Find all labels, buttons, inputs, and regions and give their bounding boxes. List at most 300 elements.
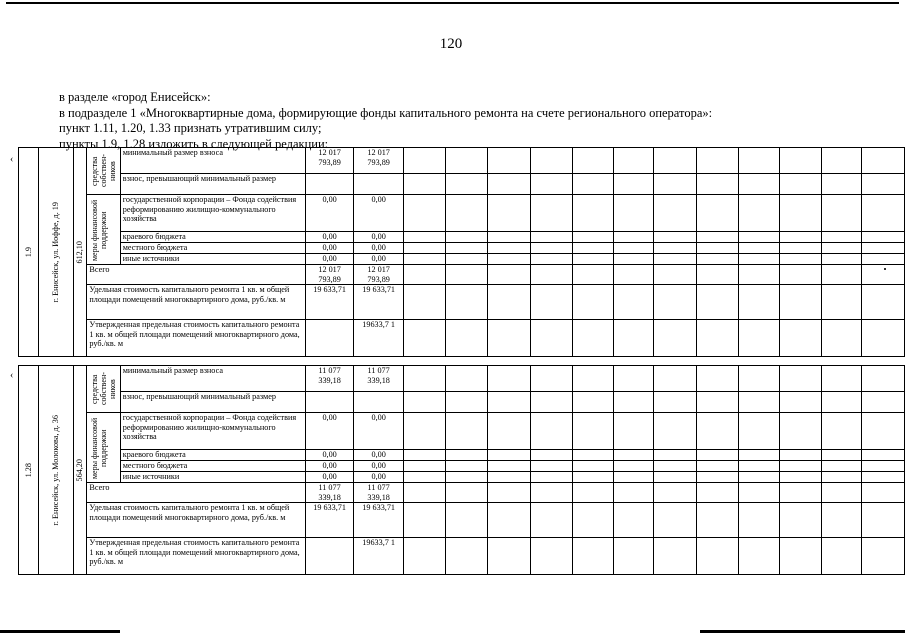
value-cell: 12 017 793,89 bbox=[354, 265, 403, 285]
empty-cell bbox=[488, 195, 530, 232]
empty-cell bbox=[573, 285, 614, 320]
empty-cell bbox=[446, 366, 488, 392]
value-cell: 0,00 bbox=[305, 195, 354, 232]
value-cell: 11 077 339,18 bbox=[305, 483, 354, 503]
empty-cell bbox=[738, 243, 779, 254]
empty-cell bbox=[488, 148, 530, 174]
table-row bbox=[19, 232, 905, 243]
empty-cell bbox=[862, 392, 905, 413]
empty-cell bbox=[738, 472, 779, 483]
value-cell: 19 633,71 bbox=[354, 503, 403, 538]
empty-cell bbox=[613, 413, 654, 450]
item-number-cell-text: 1.9 bbox=[23, 246, 33, 258]
empty-cell bbox=[654, 265, 696, 285]
empty-cell bbox=[446, 538, 488, 575]
value-cell bbox=[305, 538, 354, 575]
empty-cell bbox=[738, 195, 779, 232]
empty-cell bbox=[573, 148, 614, 174]
object-table bbox=[18, 365, 905, 575]
empty-cell bbox=[696, 320, 738, 357]
empty-cell bbox=[738, 483, 779, 503]
empty-cell bbox=[738, 174, 779, 195]
empty-cell bbox=[696, 538, 738, 575]
row-label-gk-fond: государственной корпорации – Фонда содействия реформированию жилищно-коммунального хозяйства bbox=[120, 195, 305, 232]
empty-cell bbox=[446, 392, 488, 413]
empty-cell bbox=[821, 195, 862, 232]
empty-cell bbox=[654, 413, 696, 450]
value-cell: 0,00 bbox=[354, 450, 403, 461]
empty-cell bbox=[738, 285, 779, 320]
empty-cell bbox=[696, 483, 738, 503]
empty-cell bbox=[403, 254, 445, 265]
value-cell: 0,00 bbox=[354, 254, 403, 265]
empty-cell bbox=[446, 483, 488, 503]
empty-cell bbox=[613, 243, 654, 254]
area-cell-text: 564,20 bbox=[75, 458, 85, 482]
empty-cell bbox=[779, 413, 821, 450]
empty-cell bbox=[862, 538, 905, 575]
empty-cell bbox=[530, 366, 572, 392]
owners-funds-cell bbox=[87, 366, 120, 413]
row-label-inye: иные источники bbox=[120, 254, 305, 265]
empty-cell bbox=[654, 450, 696, 461]
row-label-utverzhd: Утвержденная предельная стоимость капитального ремонта 1 кв. м общей площади помещений многоквартирного дома, руб./кв. м bbox=[87, 320, 305, 357]
row-label-utverzhd: Утвержденная предельная стоимость капитального ремонта 1 кв. м общей площади помещений многоквартирного дома, руб./кв. м bbox=[87, 538, 305, 575]
row-label-min-vznos: минимальный размер взноса bbox=[120, 366, 305, 392]
empty-cell bbox=[613, 254, 654, 265]
row-label-mestnogo: местного бюджета bbox=[120, 243, 305, 254]
empty-cell bbox=[403, 285, 445, 320]
empty-cell bbox=[696, 148, 738, 174]
empty-cell bbox=[613, 483, 654, 503]
empty-cell bbox=[696, 243, 738, 254]
empty-cell bbox=[862, 472, 905, 483]
empty-cell bbox=[696, 503, 738, 538]
empty-cell bbox=[530, 265, 572, 285]
empty-cell bbox=[573, 320, 614, 357]
empty-cell bbox=[573, 461, 614, 472]
empty-cell bbox=[862, 195, 905, 232]
row-label-vznos-prev: взнос, превышающий минимальный размер bbox=[120, 174, 305, 195]
empty-cell bbox=[613, 503, 654, 538]
empty-cell bbox=[862, 285, 905, 320]
value-cell: 19 633,71 bbox=[305, 285, 354, 320]
empty-cell bbox=[446, 195, 488, 232]
empty-cell bbox=[779, 483, 821, 503]
left-margin-mark: ‹ bbox=[10, 370, 14, 381]
value-cell: 0,00 bbox=[354, 413, 403, 450]
empty-cell bbox=[446, 413, 488, 450]
empty-cell bbox=[654, 392, 696, 413]
empty-cell bbox=[862, 148, 905, 174]
empty-cell bbox=[862, 483, 905, 503]
empty-cell bbox=[446, 461, 488, 472]
empty-cell bbox=[530, 538, 572, 575]
empty-cell bbox=[862, 254, 905, 265]
table-row bbox=[19, 285, 905, 320]
empty-cell bbox=[654, 243, 696, 254]
empty-cell bbox=[403, 472, 445, 483]
value-cell bbox=[354, 174, 403, 195]
empty-cell bbox=[779, 148, 821, 174]
empty-cell bbox=[446, 243, 488, 254]
table-row bbox=[19, 472, 905, 483]
empty-cell bbox=[821, 320, 862, 357]
empty-cell bbox=[573, 243, 614, 254]
empty-cell bbox=[403, 538, 445, 575]
empty-cell bbox=[446, 148, 488, 174]
empty-cell bbox=[862, 461, 905, 472]
empty-cell bbox=[654, 538, 696, 575]
empty-cell bbox=[403, 232, 445, 243]
empty-cell bbox=[862, 366, 905, 392]
empty-cell bbox=[403, 320, 445, 357]
empty-cell bbox=[696, 413, 738, 450]
empty-cell bbox=[738, 320, 779, 357]
empty-cell bbox=[613, 392, 654, 413]
empty-cell bbox=[403, 265, 445, 285]
empty-cell bbox=[403, 174, 445, 195]
empty-cell bbox=[446, 265, 488, 285]
owners-funds-cell-text: средства собствен-ников bbox=[89, 372, 117, 406]
empty-cell bbox=[403, 450, 445, 461]
empty-cell bbox=[779, 195, 821, 232]
empty-cell bbox=[573, 195, 614, 232]
area-cell-text: 612,10 bbox=[75, 240, 85, 264]
value-cell: 0,00 bbox=[354, 243, 403, 254]
empty-cell bbox=[821, 538, 862, 575]
empty-cell bbox=[488, 232, 530, 243]
empty-cell bbox=[573, 392, 614, 413]
empty-cell bbox=[488, 320, 530, 357]
empty-cell bbox=[779, 243, 821, 254]
empty-cell bbox=[403, 413, 445, 450]
empty-cell bbox=[862, 174, 905, 195]
value-cell bbox=[305, 174, 354, 195]
empty-cell bbox=[446, 254, 488, 265]
empty-cell bbox=[738, 538, 779, 575]
empty-cell bbox=[573, 413, 614, 450]
value-cell: 12 017 793,89 bbox=[305, 265, 354, 285]
owners-funds-cell bbox=[87, 148, 120, 195]
empty-cell bbox=[613, 461, 654, 472]
empty-cell bbox=[654, 503, 696, 538]
empty-cell bbox=[779, 174, 821, 195]
empty-cell bbox=[446, 285, 488, 320]
empty-cell bbox=[821, 254, 862, 265]
empty-cell bbox=[779, 285, 821, 320]
empty-cell bbox=[738, 392, 779, 413]
value-cell: 0,00 bbox=[354, 472, 403, 483]
empty-cell bbox=[738, 254, 779, 265]
row-label-vsego: Всего bbox=[87, 265, 305, 285]
empty-cell bbox=[573, 472, 614, 483]
item-number-cell-text: 1.28 bbox=[23, 462, 33, 478]
empty-cell bbox=[821, 413, 862, 450]
empty-cell bbox=[613, 265, 654, 285]
empty-cell bbox=[488, 472, 530, 483]
empty-cell bbox=[696, 285, 738, 320]
empty-cell bbox=[573, 265, 614, 285]
empty-cell bbox=[573, 366, 614, 392]
empty-cell bbox=[488, 285, 530, 320]
empty-cell bbox=[488, 503, 530, 538]
empty-cell bbox=[530, 503, 572, 538]
empty-cell bbox=[530, 254, 572, 265]
item-number-cell bbox=[19, 148, 39, 357]
empty-cell bbox=[488, 254, 530, 265]
value-cell: 11 077 339,18 bbox=[354, 366, 403, 392]
empty-cell bbox=[654, 232, 696, 243]
empty-cell bbox=[613, 148, 654, 174]
value-cell: 0,00 bbox=[305, 450, 354, 461]
empty-cell bbox=[821, 285, 862, 320]
empty-cell bbox=[446, 503, 488, 538]
value-cell: 12 017 793,89 bbox=[354, 148, 403, 174]
top-border-line bbox=[6, 2, 899, 4]
row-label-vsego: Всего bbox=[87, 483, 305, 503]
value-cell: 0,00 bbox=[305, 461, 354, 472]
table-row bbox=[19, 265, 905, 285]
empty-cell bbox=[862, 320, 905, 357]
table-row bbox=[19, 392, 905, 413]
intro-line-invalidate: пункт 1.11, 1.20, 1.33 признать утратившим силу; bbox=[59, 121, 322, 135]
empty-cell bbox=[488, 392, 530, 413]
intro-text bbox=[59, 90, 819, 152]
left-margin-mark: ‹ bbox=[10, 154, 14, 165]
empty-cell bbox=[573, 503, 614, 538]
value-cell: 11 077 339,18 bbox=[354, 483, 403, 503]
owners-funds-cell-text: средства собствен-ников bbox=[89, 154, 117, 188]
empty-cell bbox=[488, 450, 530, 461]
empty-cell bbox=[446, 320, 488, 357]
empty-cell bbox=[779, 461, 821, 472]
empty-cell bbox=[821, 174, 862, 195]
empty-cell bbox=[488, 174, 530, 195]
intro-line-edit: пункты 1.9, 1.28 изложить в следующей редакции: bbox=[59, 136, 329, 151]
table-row bbox=[19, 538, 905, 575]
support-measures-cell bbox=[87, 413, 120, 483]
empty-cell bbox=[862, 232, 905, 243]
empty-cell bbox=[779, 254, 821, 265]
value-cell: 0,00 bbox=[305, 232, 354, 243]
empty-cell bbox=[654, 483, 696, 503]
empty-cell bbox=[573, 483, 614, 503]
area-cell bbox=[73, 366, 87, 575]
value-cell: 11 077 339,18 bbox=[305, 366, 354, 392]
empty-cell bbox=[654, 254, 696, 265]
table-row bbox=[19, 254, 905, 265]
value-cell: 19633,7 1 bbox=[354, 320, 403, 357]
row-label-mestnogo: местного бюджета bbox=[120, 461, 305, 472]
bottom-border-line bbox=[0, 630, 120, 633]
row-label-udelnaya: Удельная стоимость капитального ремонта 1 кв. м общей площади помещений многоквартирного дома, руб./кв. м bbox=[87, 503, 305, 538]
empty-cell bbox=[530, 174, 572, 195]
table-row bbox=[19, 243, 905, 254]
empty-cell bbox=[488, 538, 530, 575]
empty-cell bbox=[613, 366, 654, 392]
table-row bbox=[19, 413, 905, 450]
empty-cell bbox=[530, 243, 572, 254]
value-cell: 19633,7 1 bbox=[354, 538, 403, 575]
empty-cell bbox=[779, 538, 821, 575]
empty-cell bbox=[654, 472, 696, 483]
empty-cell bbox=[613, 472, 654, 483]
row-label-min-vznos: минимальный размер взноса bbox=[120, 148, 305, 174]
empty-cell bbox=[779, 265, 821, 285]
empty-cell bbox=[821, 461, 862, 472]
table-row bbox=[19, 148, 905, 174]
value-cell: 0,00 bbox=[354, 461, 403, 472]
empty-cell bbox=[654, 195, 696, 232]
empty-cell bbox=[613, 174, 654, 195]
empty-cell bbox=[613, 538, 654, 575]
empty-cell bbox=[403, 392, 445, 413]
empty-cell bbox=[821, 472, 862, 483]
empty-cell bbox=[821, 232, 862, 243]
empty-cell bbox=[821, 483, 862, 503]
empty-cell bbox=[403, 148, 445, 174]
empty-cell bbox=[488, 413, 530, 450]
row-label-kraevoy: краевого бюджета bbox=[120, 232, 305, 243]
empty-cell bbox=[403, 366, 445, 392]
empty-cell bbox=[821, 392, 862, 413]
empty-cell bbox=[573, 232, 614, 243]
row-label-gk-fond: государственной корпорации – Фонда содействия реформированию жилищно-коммунального хозяйства bbox=[120, 413, 305, 450]
row-label-udelnaya: Удельная стоимость капитального ремонта 1 кв. м общей площади помещений многоквартирного дома, руб./кв. м bbox=[87, 285, 305, 320]
empty-cell bbox=[821, 503, 862, 538]
empty-cell bbox=[654, 366, 696, 392]
empty-cell bbox=[613, 285, 654, 320]
address-cell bbox=[39, 366, 73, 575]
empty-cell bbox=[696, 195, 738, 232]
empty-cell bbox=[530, 483, 572, 503]
empty-cell bbox=[403, 461, 445, 472]
empty-cell bbox=[738, 413, 779, 450]
table-row bbox=[19, 320, 905, 357]
empty-cell bbox=[613, 320, 654, 357]
empty-cell bbox=[573, 254, 614, 265]
empty-cell bbox=[530, 320, 572, 357]
empty-cell bbox=[821, 148, 862, 174]
value-cell: 0,00 bbox=[354, 195, 403, 232]
empty-cell bbox=[654, 461, 696, 472]
empty-cell bbox=[738, 366, 779, 392]
empty-cell bbox=[530, 392, 572, 413]
value-cell bbox=[354, 392, 403, 413]
table-row bbox=[19, 366, 905, 392]
empty-cell bbox=[446, 174, 488, 195]
empty-cell bbox=[821, 366, 862, 392]
empty-cell bbox=[738, 461, 779, 472]
empty-cell bbox=[862, 503, 905, 538]
empty-cell bbox=[779, 232, 821, 243]
empty-cell bbox=[696, 392, 738, 413]
intro-line-subsection: в подразделе 1 «Многоквартирные дома, формирующие фонды капитального ремонта на счете регионального оператора»: bbox=[59, 105, 713, 120]
empty-cell bbox=[530, 148, 572, 174]
empty-cell bbox=[738, 450, 779, 461]
empty-cell bbox=[573, 174, 614, 195]
empty-cell bbox=[530, 285, 572, 320]
object-table bbox=[18, 147, 905, 357]
empty-cell bbox=[696, 265, 738, 285]
value-cell: 19 633,71 bbox=[305, 503, 354, 538]
empty-cell bbox=[696, 461, 738, 472]
empty-cell bbox=[821, 243, 862, 254]
value-cell: 0,00 bbox=[354, 232, 403, 243]
empty-cell bbox=[738, 265, 779, 285]
table-row bbox=[19, 174, 905, 195]
empty-cell bbox=[530, 450, 572, 461]
empty-cell bbox=[696, 366, 738, 392]
empty-cell bbox=[403, 195, 445, 232]
empty-cell bbox=[779, 472, 821, 483]
table-row bbox=[19, 195, 905, 232]
bottom-border-line-right bbox=[700, 630, 905, 633]
value-cell: 0,00 bbox=[305, 243, 354, 254]
empty-cell bbox=[573, 538, 614, 575]
value-cell bbox=[305, 392, 354, 413]
row-label-inye: иные источники bbox=[120, 472, 305, 483]
empty-cell bbox=[862, 413, 905, 450]
empty-cell bbox=[403, 483, 445, 503]
empty-cell bbox=[488, 366, 530, 392]
empty-cell bbox=[654, 174, 696, 195]
empty-cell bbox=[403, 243, 445, 254]
table-row bbox=[19, 450, 905, 461]
row-label-vznos-prev: взнос, превышающий минимальный размер bbox=[120, 392, 305, 413]
empty-cell bbox=[654, 320, 696, 357]
address-cell-text: г. Енисейск, ул. Молокова, д. 36 bbox=[51, 414, 61, 526]
address-cell bbox=[39, 148, 73, 357]
value-cell: 19 633,71 bbox=[354, 285, 403, 320]
empty-cell bbox=[613, 195, 654, 232]
empty-cell bbox=[530, 472, 572, 483]
empty-cell bbox=[446, 472, 488, 483]
empty-cell bbox=[488, 265, 530, 285]
area-cell bbox=[73, 148, 87, 357]
empty-cell bbox=[738, 232, 779, 243]
empty-cell bbox=[654, 148, 696, 174]
value-cell: 12 017 793,89 bbox=[305, 148, 354, 174]
empty-cell bbox=[779, 320, 821, 357]
empty-cell bbox=[779, 392, 821, 413]
support-measures-text: меры финансовой поддержки bbox=[89, 416, 108, 479]
empty-cell bbox=[696, 174, 738, 195]
empty-cell bbox=[779, 366, 821, 392]
value-cell bbox=[305, 320, 354, 357]
empty-cell bbox=[530, 461, 572, 472]
table-row bbox=[19, 483, 905, 503]
empty-cell bbox=[862, 265, 905, 285]
support-measures-text: меры финансовой поддержки bbox=[89, 198, 108, 261]
value-cell: 0,00 bbox=[305, 472, 354, 483]
empty-cell bbox=[488, 461, 530, 472]
empty-cell bbox=[488, 243, 530, 254]
empty-cell bbox=[696, 254, 738, 265]
empty-cell bbox=[613, 232, 654, 243]
empty-cell bbox=[446, 232, 488, 243]
row-label-kraevoy: краевого бюджета bbox=[120, 450, 305, 461]
empty-cell bbox=[530, 195, 572, 232]
empty-cell bbox=[738, 148, 779, 174]
page-number: 120 bbox=[439, 36, 463, 52]
empty-cell bbox=[862, 243, 905, 254]
empty-cell bbox=[696, 472, 738, 483]
item-number-cell bbox=[19, 366, 39, 575]
empty-cell bbox=[696, 232, 738, 243]
support-measures-cell bbox=[87, 195, 120, 265]
